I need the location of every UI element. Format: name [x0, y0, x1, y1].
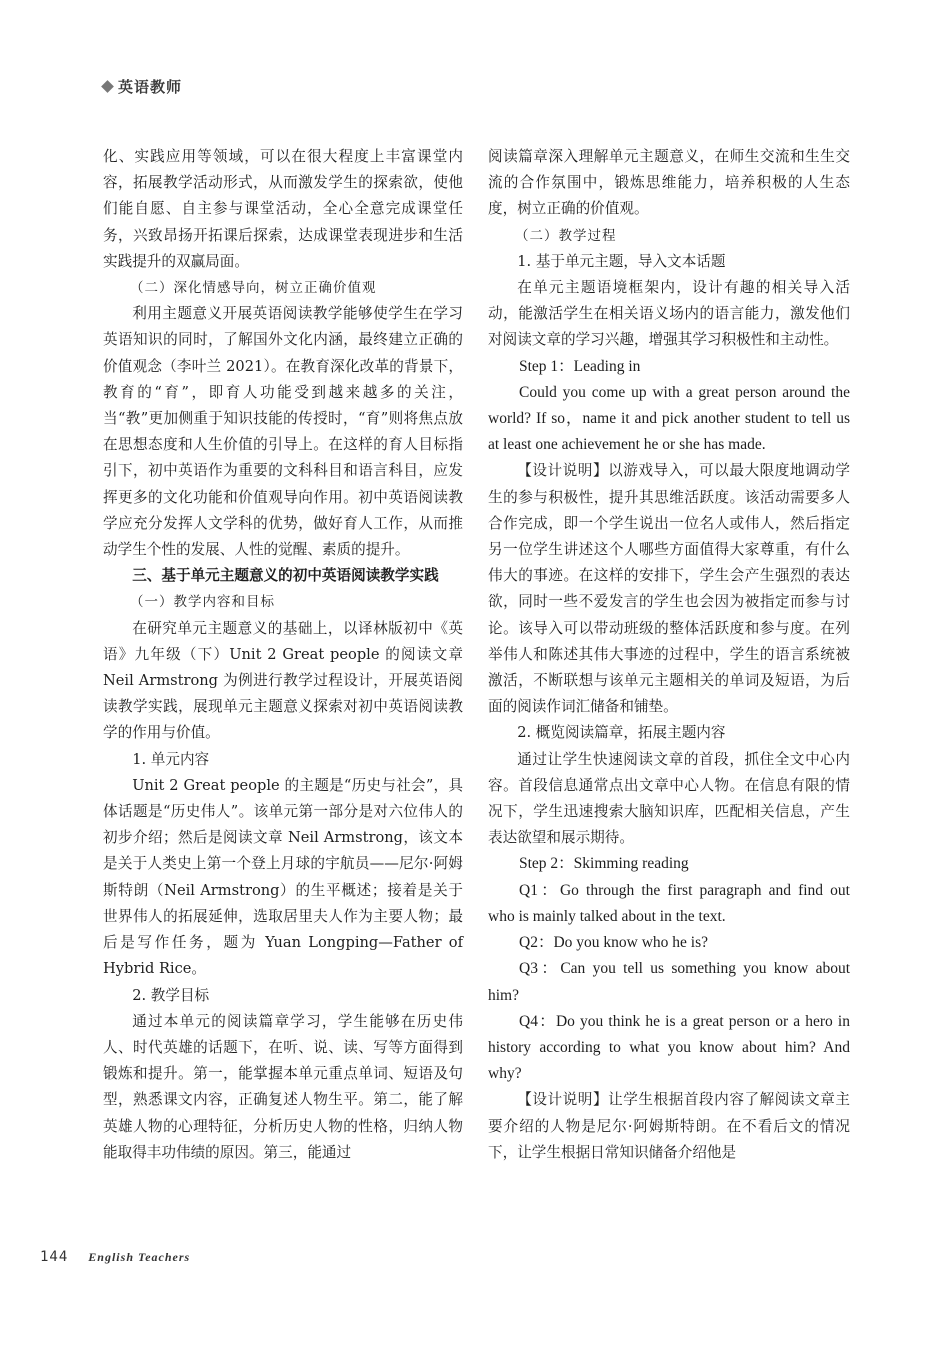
section-heading: 三、基于单元主题意义的初中英语阅读教学实践 — [132, 567, 439, 585]
subsection-heading: （二）深化情感导向，树立正确价值观 — [130, 280, 377, 297]
paragraph: 通过让学生快速阅读文章的首段，抓住全文中心内容。首段信息通常点出文章中心人物。在信息有限的情况下，学生迅速搜索大脑知识库，匹配相关信息，产生表达欲望和展示期待。 — [488, 750, 850, 847]
paragraph: 化、实践应用等领域，可以在很大程度上丰富课堂内容，拓展教学活动形式，从而激发学生的探索欲，使他们能自愿、自主参与课堂活动，全心全意完成课堂任务，兴致昂扬开拓课后探索，达成课堂表现进步和生活实践提升的双赢局面。 — [103, 148, 463, 270]
paragraph: Unit 2 Great people 的主题是“历史与社会”，具体话题是“历史伟人”。该单元第一部分是对六位伟人的初步介绍；然后是阅读文章 Neil Armstrong，该文本是关于人类史上第一个登上月球的宇航员——尼尔·阿姆斯特朗（Neil Armstrong）的生平概述；接着是关于世界伟人的拓展延伸，选取居里夫人作为主要人物；最后是写作任务，题为 Yuan Longping—Father of Hybrid Rice。 — [103, 776, 463, 978]
running-header — [103, 76, 182, 97]
activity-instruction: Could you come up with a great person around the world? If so，name it and pick another student to tell us at least one achievement he or she has made. — [488, 383, 850, 454]
design-note: 【设计说明】让学生根据首段内容了解阅读文章主要介绍的人物是尼尔·阿姆斯特朗。在不看后文的情况下，让学生根据日常知识储备介绍他是 — [488, 1091, 850, 1161]
diamond-icon — [101, 80, 114, 93]
journal-name: English Teachers — [88, 1250, 191, 1264]
step-label: Step 1：Leading in — [519, 357, 641, 375]
right-column — [488, 144, 850, 1166]
subsection-heading: （一）教学内容和目标 — [130, 594, 275, 611]
step-label: Step 2：Skimming reading — [519, 855, 689, 873]
page-footer — [40, 1249, 190, 1265]
paragraph: 通过本单元的阅读篇章学习，学生能够在历史伟人、时代英雄的话题下，在听、说、读、写等方面得到锻炼和提升。第一，能掌握本单元重点单词、短语及句型，熟悉课文内容，正确复述人物生平。第二，能了解英雄人物的心理特征，分析历史人物的性格，归纳人物能取得丰功伟绩的原因。第三，能通过 — [103, 1012, 463, 1161]
left-column — [103, 144, 463, 1166]
numbered-heading: 1. 单元内容 — [132, 750, 210, 768]
journal-title: 英语教师 — [118, 78, 183, 96]
question: Q1：Go through the first paragraph and find out who is mainly talked about in the text. — [488, 881, 850, 925]
question: Q3：Can you tell us something you know about him? — [488, 960, 850, 1004]
numbered-heading: 2. 教学目标 — [132, 986, 210, 1004]
paragraph: 在研究单元主题意义的基础上，以译林版初中《英语》九年级（下）Unit 2 Great people 的阅读文章 Neil Armstrong 为例进行教学过程设计，开展英语阅读教学实践，展现单元主题意义探索对初中英语阅读教学的作用与价值。 — [103, 619, 463, 742]
subsection-heading: （二）教学过程 — [515, 227, 617, 244]
paragraph: 利用主题意义开展英语阅读教学能够使学生在学习英语知识的同时，了解国外文化内涵，最终建立正确的价值观念（李叶兰 2021）。在教育深化改革的背景下，教育的“育”，即育人功能受到越来越多的关注，当“教”更加侧重于知识技能的传授时，“育”则将焦点放在思想态度和人生价值的引导上。在这样的育人目标指引下，初中英语作为重要的文科科目和语言科目，应发挥更多的文化功能和价值观导向作用。初中英语阅读教学应充分发挥人文学科的优势，做好育人工作，从而推动学生个性的发展、人性的觉醒、素质的提升。 — [103, 305, 463, 559]
page-number: 144 — [40, 1249, 69, 1265]
question: Q4：Do you think he is a great person or a hero in history according to what you know about him? And why? — [488, 1012, 850, 1083]
numbered-heading: 2. 概览阅读篇章，拓展主题内容 — [517, 724, 726, 742]
paragraph: 阅读篇章深入理解单元主题意义，在师生交流和生生交流的合作氛围中，锻炼思维能力，培养积极的人生态度，树立正确的价值观。 — [488, 148, 850, 218]
paragraph: 在单元主题语境框架内，设计有趣的相关导入活动，能激活学生在相关语义场内的语言能力，激发他们对阅读文章的学习兴趣，增强其学习积极性和主动性。 — [488, 279, 850, 349]
numbered-heading: 1. 基于单元主题，导入文本话题 — [517, 252, 726, 270]
design-note: 【设计说明】以游戏导入，可以最大限度地调动学生的参与积极性，提升其思维活跃度。该活动需要多人合作完成，即一个学生说出一位名人或伟人，然后指定另一位学生讲述这个人哪些方面值得大家尊重，有什么伟大的事迹。在这样的安排下，学生会产生强烈的表达欲，同时一些不爱发言的学生也会因为被指定而参与讨论。该导入可以带动班级的整体活跃度和参与度。在列举伟人和陈述其伟大事迹的过程中，学生的语言系统被激活，不断联想与该单元主题相关的单词及短语，为后面的阅读作词汇储备和铺垫。 — [488, 462, 850, 716]
question: Q2：Do you know who he is? — [519, 934, 708, 952]
